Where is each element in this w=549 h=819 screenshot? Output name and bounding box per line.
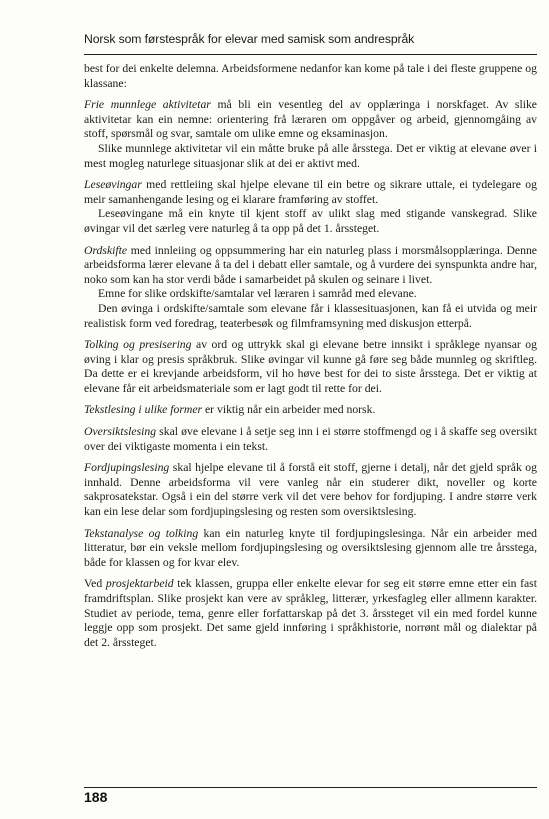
paragraph-ordskifte: Ordskifte med innleiing og oppsummering har ein naturleg plass i morsmålsopplæringa. Denne arbeidsforma lærer elevane å ta del i debatt eller samtale, og å vurdere dei synspunkta andre har, noko som kan ha stor verdi både i samarbeidet på skulen og seinare i livet. bbox=[84, 243, 537, 286]
body-text bbox=[84, 62, 537, 657]
page-number: 188 bbox=[84, 789, 108, 805]
paragraph-frie-munnlege: Frie munnlege aktivitetar må bli ein vesentleg del av opplæringa i norskfaget. Av slike aktivitetar kan ein nemne: orientering frå læraren om oppgåver og arbeid, gjennomgåing av stoff, spørsmål og svar, samtale om ulike emne og eksaminasjon. bbox=[84, 98, 537, 141]
paragraph-continuation: best for dei enkelte delemna. Arbeidsformene nedanfor kan kome på tale i dei fleste gruppene og klassane: bbox=[84, 62, 537, 90]
paragraph-oversiktslesing: Oversiktslesing skal øve elevane i å setje seg inn i ei større stoffmengd og i å skaffe seg oversikt over dei viktigaste momenta i ein tekst. bbox=[84, 425, 537, 453]
term-heading: Fordjupingslesing bbox=[84, 461, 170, 475]
footer-rule bbox=[84, 787, 537, 788]
term-heading: Tekstanalyse og tolking bbox=[84, 526, 199, 540]
header-rule bbox=[84, 54, 537, 55]
term-heading: Ordskifte bbox=[84, 243, 128, 257]
paragraph: Slike munnlege aktivitetar vil ein måtte bruke på alle årsstega. Det er viktig at elevane øver i mest mogleg naturlege situasjonar slik at dei er aktivt med. bbox=[84, 141, 537, 170]
paragraph-tekstanalyse: Tekstanalyse og tolking kan ein naturleg knyte til fordjupingslesinga. Når ein arbeider med litteratur, bør ein veksle mellom fordjupingslesing og oversiktslesing gjennom alle tre årsstega, både for klassen og for kvar elev. bbox=[84, 526, 537, 569]
paragraph: Emne for slike ordskifte/samtalar vel læraren i samråd med elevane. bbox=[98, 287, 417, 301]
term-heading: Tekstlesing i ulike former bbox=[84, 403, 203, 417]
term-heading: Leseøvingar bbox=[84, 178, 142, 192]
paragraph-tekstlesing: Tekstlesing i ulike former er viktig når ein arbeider med norsk. bbox=[84, 403, 376, 417]
paragraph-fordjupingslesing: Fordjupingslesing skal hjelpe elevane til å forstå eit stoff, gjerne i detalj, når det gjeld språk og innhald. Denne arbeidsforma vil vere vanleg når ein studerer dikt, noveller og korte sakprosatekstar. Også i ein del større verk vil det vere behov for fordjuping. I andre større verk kan ein lese delar som fordjupingslesing og resten som oversiktslesing. bbox=[84, 461, 537, 519]
paragraph-tolking: Tolking og presisering av ord og uttrykk skal gi elevane betre innsikt i språklege nyansar og øving i klar og presis språkbruk. Slike øvingar vil kunne gå føre seg både munnleg og skriftleg. Da dette er ei krevjande arbeidsform, vil ho høve best for dei to siste årsstega. Det er viktig at elevane får eit arbeidsmateriale som er lagt godt til rette for dei. bbox=[84, 338, 537, 395]
term-heading: Oversiktslesing bbox=[84, 425, 157, 439]
paragraph-leseovingar: Leseøvingar med rettleiing skal hjelpe elevane til ein betre og sikrare uttale, ei tydelegare og meir samanhengande lesing og ei klarare framføring av stoffet. bbox=[84, 178, 537, 206]
paragraph: Den øvinga i ordskifte/samtale som elevane får i klassesituasjonen, kan få ei utvida og meir realistisk form ved foredrag, teaterbesøk og filmframsyning med diskusjon etterpå. bbox=[84, 301, 537, 330]
paragraph-prosjektarbeid: Ved prosjektarbeid tek klassen, gruppa eller enkelte elevar for seg eit større emne etter ein fast framdriftsplan. Slike prosjekt kan vere av språkleg, litterær, yrkesfagleg eller allmenn karakter. Studiet av periode, tema, genre eller forfattarskap på det 3. årssteget vil ein med fordel kunne leggje opp som prosjekt. Det same gjeld innføring i språkhistorie, norrønt mål og dialektar på det 2. årssteget. bbox=[84, 577, 537, 649]
term-heading: prosjektarbeid bbox=[105, 577, 174, 591]
paragraph: Leseøvingane må ein knyte til kjent stoff av ulikt slag med stigande vanskegrad. Slike øvingar vil det særleg vere naturleg å ta opp på det 1. årssteget. bbox=[84, 207, 537, 235]
term-heading: Frie munnlege aktivitetar bbox=[84, 98, 211, 112]
running-header: Norsk som førstespråk for elevar med samisk som andrespråk bbox=[84, 32, 415, 46]
term-heading: Tolking og presisering bbox=[84, 338, 192, 352]
